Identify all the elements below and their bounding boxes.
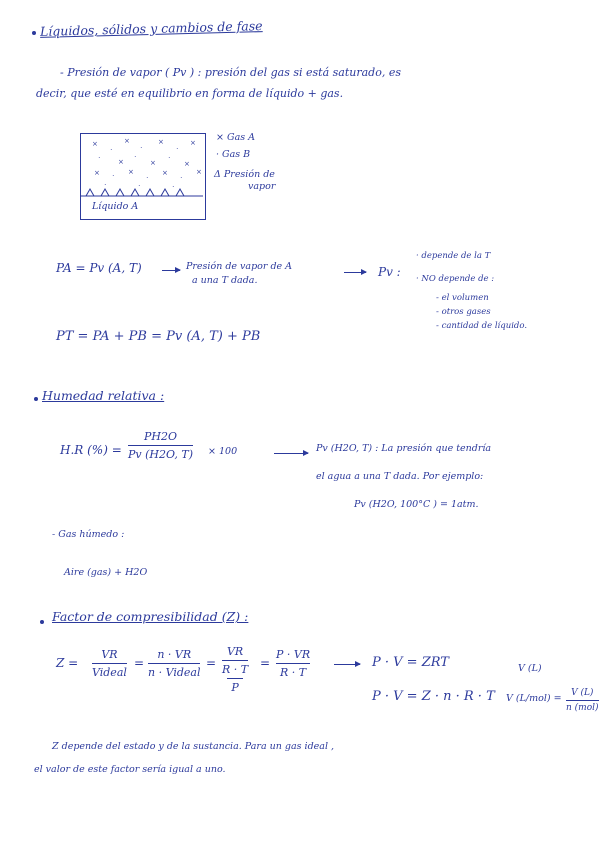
not-depends-volume: - el volumen [436, 293, 489, 303]
svg-text:·: · [176, 145, 179, 153]
pa-description-2: a una T dada. [192, 275, 258, 286]
svg-text:·: · [180, 174, 183, 182]
fraction-bar [227, 678, 243, 679]
svg-text:·: · [112, 172, 115, 180]
not-depends-gases: - otros gases [436, 307, 491, 317]
fraction-numerator: P · VR [276, 648, 311, 661]
equals-sign: = [206, 656, 217, 670]
fraction-bar [92, 663, 127, 664]
fraction-denominator: R · T [280, 666, 307, 679]
relative-humidity-label: H.R (%) = [60, 443, 122, 457]
liquid-a-label: Líquido A [92, 201, 139, 212]
fraction-bar [276, 663, 310, 664]
svg-text:×: × [190, 139, 196, 147]
svg-text:×: × [124, 137, 130, 145]
legend-gas-a: × Gas A [216, 132, 255, 143]
pa-description-1: Presión de vapor de A [186, 261, 293, 272]
svg-text:·: · [172, 183, 175, 191]
vapor-pressure-line2: decir, que esté en equilibrio en forma de líquido + gas. [36, 87, 344, 100]
pv-water-description-1: Pv (H2O, T) : La presión que tendría [316, 443, 492, 454]
fraction-denominator: n (mol) [566, 703, 599, 713]
arrow-icon [334, 664, 360, 665]
pv-water-description-2: el agua a una T dada. Por ejemplo: [316, 471, 484, 482]
bullet-icon [40, 620, 44, 624]
result-znrt: P · V = Z · n · R · T [372, 689, 495, 704]
depends-temperature: · depende de la T [416, 251, 491, 261]
svg-text:·: · [104, 181, 107, 189]
svg-text:×: × [118, 158, 124, 166]
svg-text:·: · [98, 154, 101, 162]
svg-text:×: × [158, 138, 164, 146]
vapor-pressure-line1: - Presión de vapor ( Pv ) : presión del gas si está saturado, es [60, 66, 401, 79]
total-pressure-equation: PT = PA + PB = Pv (A, T) + PB [56, 329, 261, 344]
wet-gas-equation: Aire (gas) + H2O [64, 567, 148, 578]
svg-text:·: · [168, 154, 171, 162]
z-note-1: Z depende del estado y de la sustancia. Para un gas ideal , [52, 741, 335, 752]
svg-text:×: × [92, 140, 98, 148]
z-fraction-1 [92, 648, 127, 679]
fraction-numerator: VR [101, 648, 118, 661]
pv-water-example: Pv (H2O, 100°C ) = 1atm. [354, 499, 479, 510]
fraction-bar [148, 663, 200, 664]
equals-sign: = [260, 656, 271, 670]
svg-text:×: × [196, 168, 202, 176]
svg-text:·: · [140, 144, 143, 152]
fraction-numerator: V (L) [571, 688, 594, 698]
fraction-numerator: VR [226, 645, 244, 658]
fraction-bar [128, 445, 193, 446]
result-zrt: P · V = ZRT [372, 655, 449, 670]
fraction-denominator: n · Videal [148, 666, 201, 679]
times-100: × 100 [208, 446, 238, 457]
fraction-denominator-top: R · T [222, 663, 249, 676]
bullet-icon [34, 397, 38, 401]
fraction-bar [222, 660, 248, 661]
fraction-denominator-bottom: P [231, 681, 239, 694]
arrow-icon [344, 272, 366, 273]
relative-humidity-fraction [128, 430, 193, 461]
legend-vapor-pressure: Δ Presión de [214, 169, 275, 180]
not-depends-liquid: - cantidad de líquido. [436, 321, 528, 331]
section-title-compressibility: Factor de compresibilidad (Z) : [52, 609, 249, 624]
z-equals: Z = [56, 656, 79, 670]
svg-text:×: × [162, 169, 168, 177]
svg-text:×: × [128, 168, 134, 176]
fraction-numerator: n · VR [157, 648, 192, 661]
svg-text:×: × [184, 160, 190, 168]
svg-text:·: · [110, 146, 113, 154]
arrow-icon [274, 453, 308, 454]
fraction-denominator: Videal [92, 666, 127, 679]
pa-equation: PA = Pv (A, T) [56, 261, 142, 275]
svg-text:·: · [134, 153, 137, 161]
fraction-denominator: Pv (H2O, T) [128, 448, 193, 461]
fraction-numerator: PH2O [143, 430, 177, 443]
molar-volume-label: V (L/mol) = [506, 693, 562, 704]
fraction-bar [566, 700, 599, 701]
wet-gas-label: - Gas húmedo : [52, 529, 125, 540]
legend-vapor-pressure-2: vapor [248, 181, 276, 192]
z-fraction-4 [276, 648, 310, 679]
svg-text:×: × [150, 159, 156, 167]
svg-text:·: · [146, 174, 149, 182]
volume-liters: V (L) [518, 663, 542, 674]
legend-gas-b: · Gas B [216, 149, 251, 160]
svg-text:·: · [138, 182, 141, 190]
molar-volume-fraction [566, 688, 599, 713]
svg-text:×: × [94, 169, 100, 177]
pv-label: Pv : [378, 265, 401, 279]
section-title-phase: Líquidos, sólidos y cambios de fase [39, 18, 263, 39]
z-note-2: el valor de este factor sería igual a uno. [34, 764, 226, 775]
arrow-icon [162, 270, 180, 271]
not-depends: · NO depende de : [416, 274, 495, 284]
section-title-humidity: Humedad relativa : [42, 388, 165, 403]
z-fraction-3 [222, 645, 248, 694]
equals-sign: = [134, 656, 145, 670]
z-fraction-2 [148, 648, 200, 679]
